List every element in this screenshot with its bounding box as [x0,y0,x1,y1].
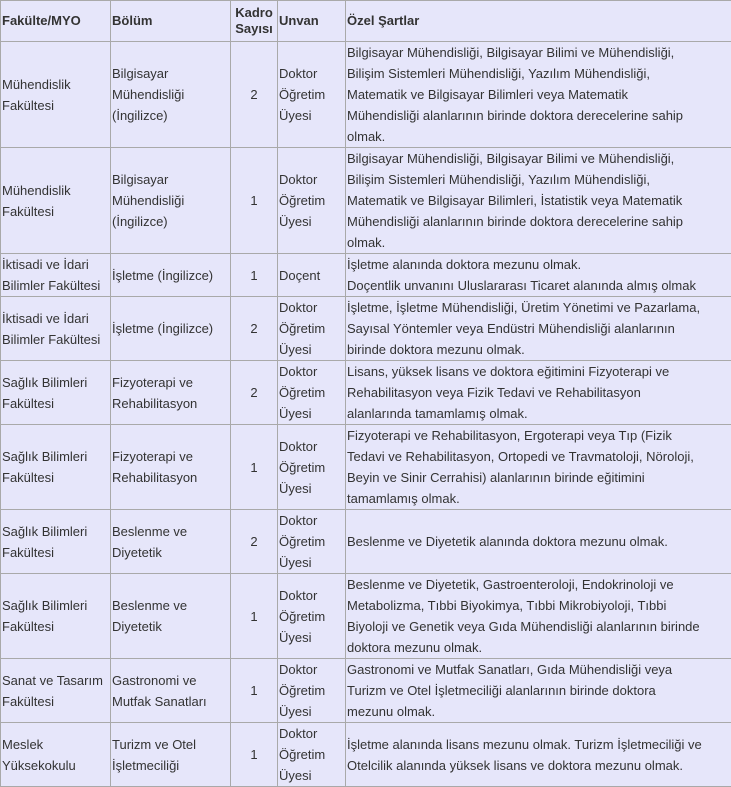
unvan-cell: Doktor Öğretim Üyesi [278,723,346,787]
unvan-cell: Doktor Öğretim Üyesi [278,297,346,361]
table-row [1,361,731,425]
ozel-sartlar-cell: Bilgisayar Mühendisliği, Bilgisayar Bilimi ve Mühendisliği, Bilişim Sistemleri Mühendisliği, Yazılım Mühendisliği, Matematik ve Bilgisayar Bilimleri, İstatistik veya Matematik Mühendisliği alanlarının birinde doktora derecelerine sahip olmak. [346,148,731,254]
bolum-cell: Beslenme ve Diyetetik [111,574,231,659]
fakulte-cell: Meslek Yüksekokulu [1,723,111,787]
kadro-sayisi-cell: 2 [231,510,278,574]
unvan-cell: Doçent [278,254,346,297]
bolum-cell: Beslenme ve Diyetetik [111,510,231,574]
kadro-sayisi-cell: 1 [231,574,278,659]
ozel-sartlar-cell: İşletme, İşletme Mühendisliği, Üretim Yönetimi ve Pazarlama, Sayısal Yöntemler veya Endüstri Mühendisliği alanlarının birinde doktora mezunu olmak. [346,297,731,361]
ozel-sartlar-cell: Beslenme ve Diyetetik alanında doktora mezunu olmak. [346,510,731,574]
kadro-sayisi-cell: 2 [231,297,278,361]
ozel-sartlar-cell: Fizyoterapi ve Rehabilitasyon, Ergoterapi veya Tıp (Fizik Tedavi ve Rehabilitasyon, Ortopedi ve Travmatoloji, Nöroloji, Beyin ve Sinir Cerrahisi) alanlarının birinde eğitimini tamamlamış olmak. [346,425,731,510]
bolum-cell: Turizm ve Otel İşletmeciliği [111,723,231,787]
unvan-cell: Doktor Öğretim Üyesi [278,148,346,254]
table-row [1,148,731,254]
unvan-cell: Doktor Öğretim Üyesi [278,361,346,425]
unvan-cell: Doktor Öğretim Üyesi [278,510,346,574]
header-unvan: Unvan [278,1,346,42]
fakulte-cell: Mühendislik Fakültesi [1,42,111,148]
fakulte-cell: Mühendislik Fakültesi [1,148,111,254]
fakulte-cell: Sağlık Bilimleri Fakültesi [1,574,111,659]
kadro-sayisi-cell: 1 [231,148,278,254]
fakulte-cell: Sanat ve Tasarım Fakültesi [1,659,111,723]
bolum-cell: İşletme (İngilizce) [111,254,231,297]
unvan-cell: Doktor Öğretim Üyesi [278,659,346,723]
ozel-sartlar-cell: İşletme alanında lisans mezunu olmak. Turizm İşletmeciliği ve Otelcilik alanında yüksek lisans ve doktora mezunu olmak. [346,723,731,787]
kadro-sayisi-cell: 1 [231,659,278,723]
fakulte-cell: Sağlık Bilimleri Fakültesi [1,510,111,574]
bolum-cell: Fizyoterapi ve Rehabilitasyon [111,425,231,510]
bolum-cell: Fizyoterapi ve Rehabilitasyon [111,361,231,425]
header-kadro-sayisi: Kadro Sayısı [231,1,278,42]
header-bolum: Bölüm [111,1,231,42]
kadro-sayisi-cell: 2 [231,42,278,148]
table-header-row [1,1,731,42]
table-row [1,723,731,787]
table-row [1,659,731,723]
bolum-cell: İşletme (İngilizce) [111,297,231,361]
bolum-cell: Bilgisayar Mühendisliği (İngilizce) [111,42,231,148]
table-row [1,574,731,659]
table-row [1,297,731,361]
unvan-cell: Doktor Öğretim Üyesi [278,425,346,510]
fakulte-cell: İktisadi ve İdari Bilimler Fakültesi [1,297,111,361]
fakulte-cell: İktisadi ve İdari Bilimler Fakültesi [1,254,111,297]
table-row [1,425,731,510]
fakulte-cell: Sağlık Bilimleri Fakültesi [1,425,111,510]
table-row [1,510,731,574]
ozel-sartlar-cell: Gastronomi ve Mutfak Sanatları, Gıda Mühendisliği veya Turizm ve Otel İşletmeciliği alanlarının birinde doktora mezunu olmak. [346,659,731,723]
kadro-sayisi-cell: 1 [231,723,278,787]
bolum-cell: Bilgisayar Mühendisliği (İngilizce) [111,148,231,254]
header-ozel-sartlar: Özel Şartlar [346,1,731,42]
ozel-sartlar-cell: İşletme alanında doktora mezunu olmak. Doçentlik unvanını Uluslararası Ticaret alanında almış olmak [346,254,731,297]
table-row [1,254,731,297]
unvan-cell: Doktor Öğretim Üyesi [278,574,346,659]
table-row [1,42,731,148]
header-fakulte: Fakülte/MYO [1,1,111,42]
unvan-cell: Doktor Öğretim Üyesi [278,42,346,148]
fakulte-cell: Sağlık Bilimleri Fakültesi [1,361,111,425]
ozel-sartlar-cell: Lisans, yüksek lisans ve doktora eğitimini Fizyoterapi ve Rehabilitasyon veya Fizik Tedavi ve Rehabilitasyon alanlarında tamamlamış olmak. [346,361,731,425]
ozel-sartlar-cell: Beslenme ve Diyetetik, Gastroenteroloji, Endokrinoloji ve Metabolizma, Tıbbi Biyokimya, Tıbbi Mikrobiyoloji, Tıbbi Biyoloji ve Genetik veya Gıda Mühendisliği alanlarının birinde doktora mezunu olmak. [346,574,731,659]
kadro-sayisi-cell: 2 [231,361,278,425]
bolum-cell: Gastronomi ve Mutfak Sanatları [111,659,231,723]
kadro-sayisi-cell: 1 [231,425,278,510]
kadro-sayisi-cell: 1 [231,254,278,297]
ozel-sartlar-cell: Bilgisayar Mühendisliği, Bilgisayar Bilimi ve Mühendisliği, Bilişim Sistemleri Mühendisliği, Yazılım Mühendisliği, Matematik ve Bilgisayar Bilimleri veya Matematik Mühendisliği alanlarının birinde doktora derecelerine sahip olmak. [346,42,731,148]
